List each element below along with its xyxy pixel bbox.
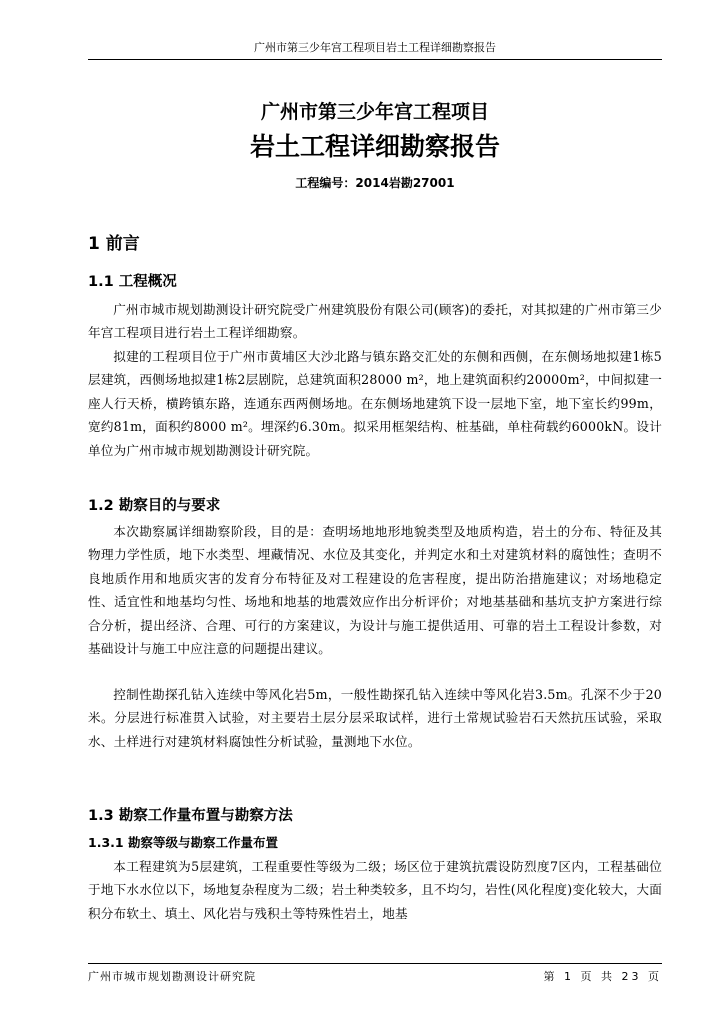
section-1-2-paragraph-2: 控制性勘探孔钻入连续中等风化岩5m，一般性勘探孔钻入连续中等风化岩3.5m。孔深不少于20米。分层进行标准贯入试验，对主要岩土层分层采取试样，进行土常规试验岩石天然抗压试验，采取水、土样进行对建筑材料腐蚀性分析试验，量测地下水位。 bbox=[88, 687, 662, 749]
section-1-3-1-heading: 1.3.1 勘察等级与勘察工作量布置 bbox=[88, 835, 278, 850]
section-1-1-heading: 1.1 工程概况 bbox=[88, 274, 177, 290]
footer-organization: 广州市城市规划勘测设计研究院 bbox=[88, 970, 256, 983]
footer-page-number: 第 1 页 共 23 页 bbox=[543, 970, 662, 983]
section-1-heading: 1 前言 bbox=[88, 234, 140, 254]
section-1-3-1-paragraph-1: 本工程建筑为5层建筑，工程重要性等级为二级；场区位于建筑抗震设防烈度7区内，工程基础位于地下水水位以下，场地复杂程度为二级；岩土种类较多，且不均匀，岩性(风化程度)变化较大，大面积分布软土、填土、风化岩与残积土等特殊性岩土，地基 bbox=[88, 859, 662, 921]
section-1-3-heading: 1.3 勘察工作量布置与勘察方法 bbox=[88, 808, 293, 824]
section-1-2-paragraph-1: 本次勘察属详细勘察阶段，目的是：查明场地地形地貌类型及地质构造，岩土的分布、特征及其物理力学性质，地下水类型、埋藏情况、水位及其变化，并判定水和土对建筑材料的腐蚀性；查明不良地质作用和地质灾害的发育分布特征及对工程建设的危害程度，提出防治措施建议；对场地稳定性、适宜性和地基均匀性、场地和地基的地震效应作出分析评价；对地基基础和基坑支护方案进行综合分析，提出经济、合理、可行的方案建议，为设计与施工提供适用、可靠的岩土工程设计参数，对基础设计与施工中应注意的问题提出建议。 bbox=[88, 524, 662, 657]
section-1-1-paragraph-1: 广州市城市规划勘测设计研究院受广州建筑股份有限公司(顾客)的委托，对其拟建的广州市第三少年宫工程项目进行岩土工程详细勘察。 bbox=[88, 302, 662, 341]
project-code: 工程编号：2014岩勘27001 bbox=[295, 176, 455, 190]
section-1-1-paragraph-2: 拟建的工程项目位于广州市黄埔区大沙北路与镇东路交汇处的东侧和西侧，在东侧场地拟建1栋5层建筑，西侧场地拟建1栋2层剧院，总建筑面积28000 m²，地上建筑面积约20000m²，中间拟建一座人行天桥，横跨镇东路，连通东西两侧场地。在东侧场地建筑下设一层地下室，地下室长约99m，宽约81m，面积约8000 m²。埋深约6.30m。拟采用框架结构、桩基础，单柱荷载约6000kN。设计单位为广州市城市规划勘测设计研究院。 bbox=[88, 349, 662, 458]
page-footer bbox=[88, 963, 662, 982]
page-header: 广州市第三少年宫工程项目岩土工程详细勘察报告 bbox=[88, 41, 662, 60]
section-1-2-heading: 1.2 勘察目的与要求 bbox=[88, 498, 221, 514]
report-title-line2: 岩土工程详细勘察报告 bbox=[249, 132, 500, 161]
report-title-line1: 广州市第三少年宫工程项目 bbox=[260, 101, 489, 123]
